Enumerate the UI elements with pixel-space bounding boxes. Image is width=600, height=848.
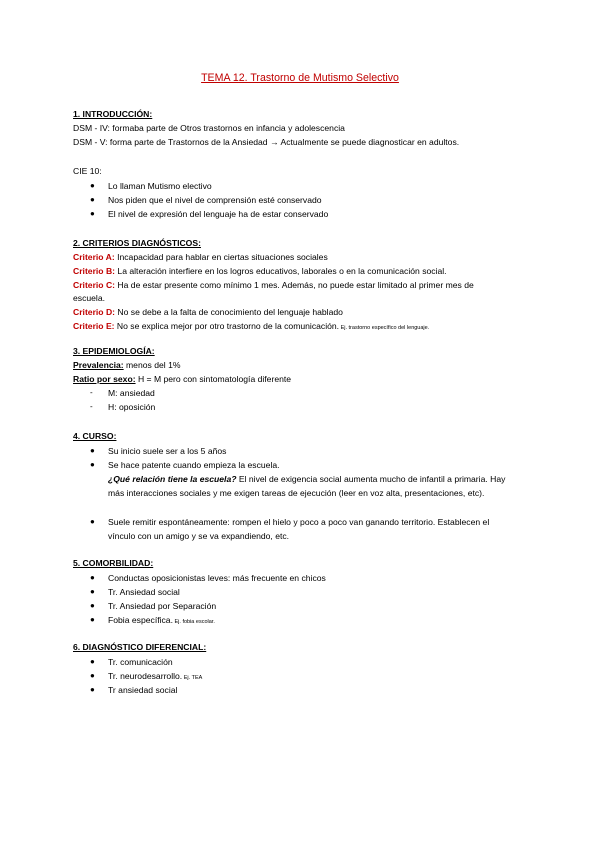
criterio-c: Criterio C: Ha de estar presente como mínimo 1 mes. Además, no puede estar limitado al primer mes de xyxy=(73,280,474,290)
section-heading-criterios: 2. CRITERIOS DIAGNÓSTICOS: xyxy=(73,238,201,248)
prevalencia: Prevalencia: menos del 1% xyxy=(73,360,181,370)
bullet-icon: ● xyxy=(90,209,95,218)
ratio-por-sexo: Ratio por sexo: H = M pero con sintomatología diferente xyxy=(73,374,292,384)
document-page: TEMA 12. Trastorno de Mutismo Selectivo 1. INTRODUCCIÓN: DSM - IV: formaba parte de Otros trastornos en infancia y adolescencia DSM - V: forma parte de Trastornos de la Ansiedad → Actualmente se puede diagnosticar en adultos. CIE 10: ● Lo llaman Mutismo electivo ● Nos piden que el nivel de comprensión esté conservado ● El nivel de expresión del lenguaje ha de estar conservado 2. CRITERIOS DIAGNÓSTICOS: Criterio A: Incapacidad para hablar en ciertas situaciones sociales Criterio B: La alteración interfiere en los logros educativos, laborales o en la comunicación social. Criterio C: Ha de estar presente como mínimo 1 mes. Además, no puede estar limitado al primer mes de escuela. Criterio D: No se debe a la falta de conocimiento del lenguaje hablado Criterio E: No se explica mejor por otro trastorno de la comunicación. Ej. trastorno específico del lenguaje. 3. EPIDEMIOLOGÍA: Prevalencia: menos del 1% Ratio por sexo: H = M pero con sintomatología diferente - M: ansiedad - H: oposición 4. CURSO: ● Su inicio suele ser a los 5 años ● Se hace patente cuando empieza la escuela. ¿Qué relación tiene la escuela? El nivel de exigencia social aumenta mucho de infantil a primaria. Hay más interacciones sociales y me exigen tareas de ejecución (leer en voz alta, presentaciones, etc). ● Suele remitir espontáneamente: rompen el hielo y poco a poco van ganando territorio. Establecen el vínculo con un amigo y se va expandiendo, etc. 5. COMORBILIDAD: ● Conductas oposicionistas leves: más frecuente en chicos ● Tr. Ansiedad social ● Tr. Ansiedad por Separación ● Fobia específica. Ej. fobia escolar. 6. DIAGNÓSTICO DIFERENCIAL: ● Tr. comunicación ● Tr. neurodesarrollo. Ej. TEA ● Tr ansiedad social xyxy=(0,0,600,848)
section-heading-curso: 4. CURSO: xyxy=(73,431,117,441)
section-heading-introduccion: 1. INTRODUCCIÓN: xyxy=(73,109,153,119)
section-heading-comorbilidad: 5. COMORBILIDAD: xyxy=(73,558,154,568)
intro-line-dsm-iv: DSM - IV: formaba parte de Otros trastornos en infancia y adolescencia xyxy=(73,123,345,133)
dash-icon: - xyxy=(90,388,93,397)
bullet-icon: ● xyxy=(90,615,95,624)
criterio-e: Criterio E: No se explica mejor por otro trastorno de la comunicación. Ej. trastorno específico del lenguaje. xyxy=(73,321,430,331)
section-heading-diagnostico-diferencial: 6. DIAGNÓSTICO DIFERENCIAL: xyxy=(73,642,207,652)
criterio-b: Criterio B: La alteración interfiere en los logros educativos, laborales o en la comunicación social. xyxy=(73,266,447,276)
curso-item3-cont: vínculo con un amigo y se va expandiendo, etc. xyxy=(108,531,290,541)
criterio-d: Criterio D: No se debe a la falta de conocimiento del lenguaje hablado xyxy=(73,307,343,317)
bullet-icon: ● xyxy=(90,460,95,469)
bullet-icon: ● xyxy=(90,181,95,190)
bullet-icon: ● xyxy=(90,657,95,666)
curso-question-cont: más interacciones sociales y me exigen tareas de ejecución (leer en voz alta, presentaciones, etc). xyxy=(108,488,485,498)
intro-line-dsm-v: DSM - V: forma parte de Trastornos de la Ansiedad → Actualmente se puede diagnosticar en adultos. xyxy=(73,137,460,147)
bullet-icon: ● xyxy=(90,671,95,680)
cie-label: CIE 10: xyxy=(73,166,102,176)
bullet-icon: ● xyxy=(90,587,95,596)
criterio-c-cont: escuela. xyxy=(73,293,106,303)
bullet-icon: ● xyxy=(90,601,95,610)
bullet-icon: ● xyxy=(90,573,95,582)
bullet-icon: ● xyxy=(90,685,95,694)
page-title: TEMA 12. Trastorno de Mutismo Selectivo xyxy=(201,72,399,84)
bullet-icon: ● xyxy=(90,517,95,526)
bullet-icon: ● xyxy=(90,195,95,204)
bullet-icon: ● xyxy=(90,446,95,455)
section-heading-epidemiologia: 3. EPIDEMIOLOGÍA: xyxy=(73,346,155,356)
dash-icon: - xyxy=(90,402,93,411)
curso-question: ¿Qué relación tiene la escuela? El nivel de exigencia social aumenta mucho de infantil a primaria. Hay xyxy=(108,474,506,484)
criterio-a: Criterio A: Incapacidad para hablar en ciertas situaciones sociales xyxy=(73,252,328,262)
